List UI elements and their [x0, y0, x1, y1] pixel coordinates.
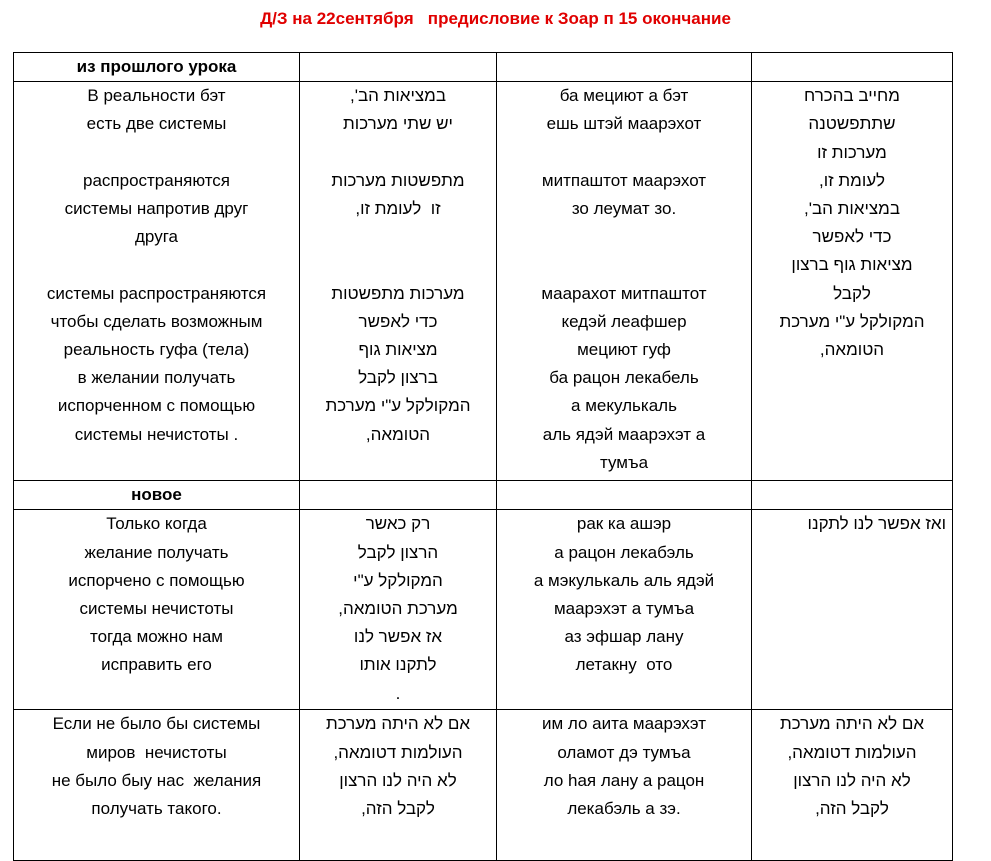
transliteration-cell	[497, 710, 752, 861]
cell-line: не было быу нас желания	[51, 770, 262, 790]
cell-line: לא היה לנו הרצון	[793, 770, 911, 790]
cell-line: מחייב בהכרח	[804, 86, 900, 106]
hebrew-short-cell	[300, 510, 497, 710]
cell-line: זו לעומת זו,	[355, 199, 441, 218]
cell-line: .	[395, 683, 401, 703]
cell-line: לקבל הזה,	[361, 799, 435, 819]
cell-line: рак ка ашэр	[576, 514, 672, 534]
cell-line: אז אפשר לנו	[353, 627, 443, 647]
cell-line: системы распространяются	[46, 283, 267, 303]
section-header-row	[14, 481, 953, 510]
table-row	[14, 510, 953, 710]
cell-line: המקולקל ע"י	[353, 570, 443, 590]
cell-line: ба рацон лекабель	[549, 368, 699, 388]
russian-translation-cell	[14, 82, 300, 481]
cell-line: получать такого.	[91, 799, 222, 819]
cell-line: а мекулькаль	[571, 396, 677, 416]
cell-line: המקולקל ע"י מערכת	[779, 311, 925, 331]
transliteration-cell	[497, 82, 752, 481]
cell-line: аз эфшар лану	[564, 627, 684, 647]
cell-line: אם לא היתה מערכת	[325, 714, 471, 734]
cell-line: а рацон лекабэль	[554, 542, 694, 562]
table-row	[14, 82, 953, 481]
cell-line: שתתפשטנה	[808, 114, 896, 134]
cell-line: רק כאשר	[365, 514, 431, 534]
cell-line: системы напротив друг	[64, 199, 249, 218]
cell-line: миров нечистоты	[86, 742, 227, 762]
table-row	[14, 710, 953, 861]
cell-line	[304, 251, 492, 279]
cell-line: лекабэль а зэ.	[567, 799, 681, 819]
cell-line: ло hая лану а рацон	[543, 770, 705, 790]
cell-line: кедэй леафшер	[561, 311, 687, 331]
cell-line: יש שתי מערכות	[343, 114, 453, 134]
cell-line: есть две системы	[86, 114, 227, 134]
cell-line: аль ядэй маарэхэт а	[542, 424, 706, 444]
cell-line: мециют гуф	[577, 339, 671, 359]
cell-line: а мэкулькаль аль ядэй	[533, 570, 715, 590]
cell-line: הרצון לקבל	[357, 542, 439, 562]
cell-line	[18, 139, 295, 167]
cell-line: исправить его	[101, 655, 212, 675]
cell-line: מערכות זו	[817, 142, 887, 162]
cell-line: тогда можно нам	[89, 627, 223, 647]
cell-line: распространяются	[83, 170, 230, 190]
cell-line: ешь штэй маарэхот	[546, 114, 702, 134]
section-header: новое	[14, 481, 300, 510]
cell-line: מציאות גוף	[358, 339, 438, 359]
cell-line: במציאות הב',	[350, 86, 446, 106]
section-header-row	[14, 53, 953, 82]
cell-line: לתקנו אותו	[359, 655, 437, 675]
cell-line: реальность гуфа (тела)	[63, 340, 250, 359]
cell-line: הטומאה,	[819, 340, 885, 360]
cell-line: לא היה לנו הרצון	[339, 770, 457, 790]
cell-line	[304, 139, 492, 167]
cell-line: испорчено с помощью	[68, 570, 245, 590]
russian-translation-cell	[14, 710, 300, 861]
cell-line: системы нечистоты .	[74, 424, 239, 444]
homework-table	[13, 52, 953, 861]
cell-line	[304, 223, 492, 251]
cell-line	[501, 251, 747, 279]
cell-line: במציאות הב',	[804, 199, 900, 219]
cell-line: желание получать	[84, 542, 229, 562]
cell-line: לקבל	[833, 283, 871, 303]
cell-line: מתפשטות מערכות	[331, 170, 465, 190]
cell-line: системы нечистоты	[79, 599, 234, 619]
hebrew-source-cell	[752, 510, 953, 710]
cell-line: כדי לאפשר	[812, 227, 892, 247]
cell-line: מציאות גוף ברצון	[791, 255, 913, 275]
hebrew-source-cell	[752, 710, 953, 861]
cell-line: העולמות דטומאה,	[787, 742, 917, 762]
cell-line: митпаштот маарэхот	[541, 170, 707, 190]
hebrew-source-cell	[752, 82, 953, 481]
russian-translation-cell	[14, 510, 300, 710]
cell-line	[18, 251, 295, 279]
cell-line: В реальности бэт	[87, 86, 226, 106]
cell-line: המקולקל ע"י מערכת	[325, 396, 471, 416]
cell-line: ואז אפשר לנו לתקנו	[807, 514, 946, 534]
cell-line: ברצון לקבל	[358, 368, 438, 388]
cell-line: כדי לאפשר	[358, 311, 438, 331]
cell-line: העולמות דטומאה,	[333, 742, 463, 762]
page-title: Д/З на 22сентября предисловие к Зоар п 15 окончание	[260, 9, 731, 28]
cell-line	[501, 139, 747, 167]
cell-line: в желании получать	[77, 368, 236, 388]
cell-line: летакну ото	[575, 655, 673, 675]
cell-line: оламот дэ тумъа	[557, 742, 691, 762]
cell-line: тумъа	[599, 452, 649, 472]
cell-line: Если не было бы системы	[52, 714, 261, 734]
cell-line: אם לא היתה מערכת	[779, 714, 925, 734]
cell-line: לקבל הזה,	[815, 799, 889, 819]
cell-line	[501, 223, 747, 251]
cell-line: друга	[135, 227, 178, 247]
cell-line: מערכות מתפשטות	[331, 283, 465, 303]
cell-line: מערכת הטומאה,	[338, 599, 458, 619]
cell-line: הטומאה,	[365, 424, 431, 444]
section-header: из прошлого урока	[14, 53, 300, 82]
hebrew-short-cell	[300, 710, 497, 861]
cell-line: испорченном с помощью	[57, 396, 256, 416]
cell-line: Только когда	[106, 514, 207, 534]
cell-line: לעומת זו,	[819, 170, 885, 190]
cell-line: чтобы сделать возможным	[50, 311, 263, 331]
cell-line: им ло аита маарэхэт	[541, 714, 707, 734]
cell-line: маарэхэт а тумъа	[553, 599, 695, 619]
cell-line: ба мециют а бэт	[559, 86, 689, 106]
cell-line: маарахот митпаштот	[541, 283, 707, 303]
hebrew-short-cell	[300, 82, 497, 481]
transliteration-cell	[497, 510, 752, 710]
cell-line: зо леумат зо.	[571, 199, 677, 218]
